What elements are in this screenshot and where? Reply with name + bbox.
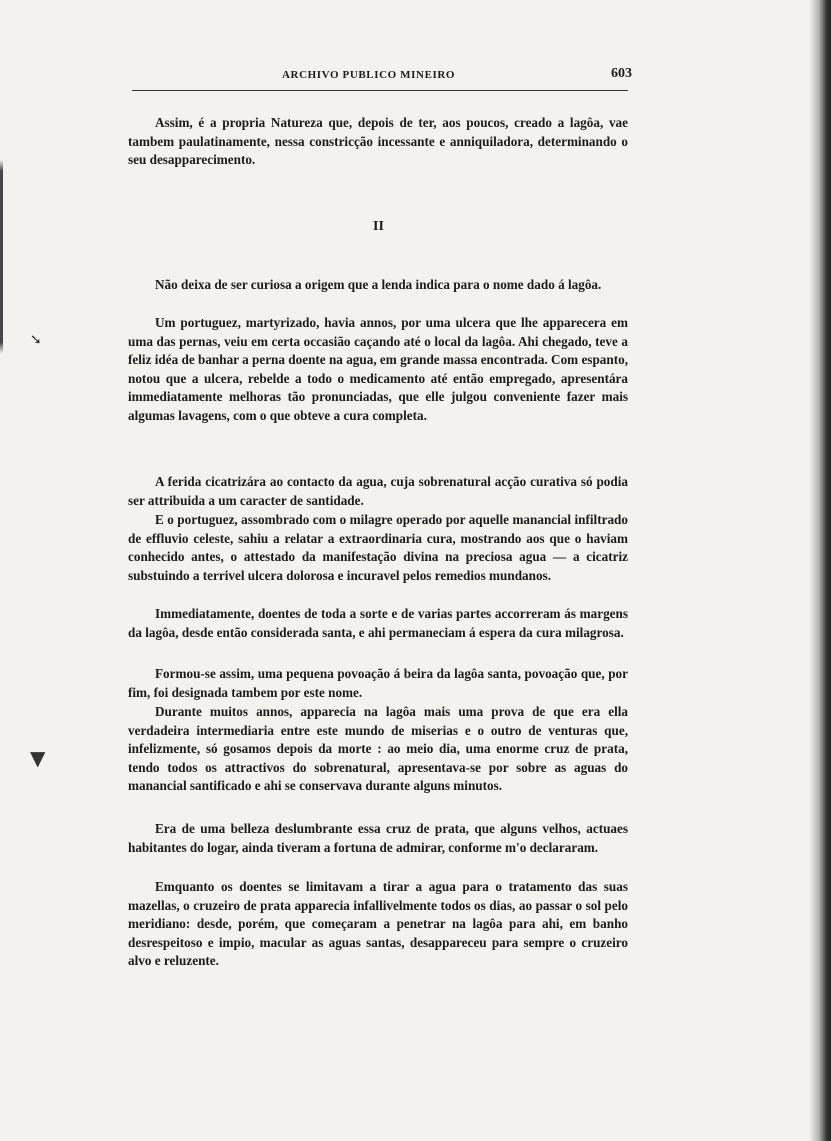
- running-header-title: ARCHIVO PUBLICO MINEIRO: [282, 69, 456, 81]
- paragraph-doentes-accorreram: Immediatamente, doentes de toda a sorte e de varias partes accorreram ás margens da lagôa, desde então considerada santa, e ahi permaneciam á espera da cura milagrosa.: [128, 606, 628, 640]
- paragraph-ferida-cicatrizara: A ferida cicatrizára ao contacto da agua, cuja sobrenatural acção curativa só podia ser attribuida a um caracter de santidade.: [128, 474, 628, 508]
- book-spine-shadow: [809, 0, 831, 1141]
- page-left-edge: [0, 0, 3, 1141]
- paragraph-cruz-de-prata: Durante muitos annos, apparecia na lagôa mais uma prova de que era ella verdadeira intermediaria entre este mundo de miserias e o outro de venturas que, infelizmente, só gosamos depois da morte : ao meio dia, uma enorme cruz de prata, tendo todos os attractivos do sobrenatural, apresentava-se por sobre as aguas do manancial santificado e ahi se conservava durante alguns minutos.: [128, 704, 628, 794]
- margin-mark: ➘: [30, 332, 42, 348]
- paragraph-povoacao: Formou-se assim, uma pequena povoação á beira da lagôa santa, povoação que, por fim, foi designada tambem por este nome.: [128, 666, 628, 700]
- section-number: II: [373, 219, 384, 234]
- paragraph-belleza-cruz: Era de uma belleza deslumbrante essa cruz de prata, que alguns velhos, actuaes habitantes do logar, ainda tiveram a fortuna de admirar, conforme m'o declararam.: [128, 821, 628, 855]
- paragraph-portuguez-milagre: E o portuguez, assombrado com o milagre operado por aquelle manancial infiltrado de effluvio celeste, sahiu a relatar a extraordinaria cura, mostrando aos que o haviam conhecido antes, o attestado da manifestação divina na preciosa agua — a cicatriz substuindo a terrivel ulcera dolorosa e incuravel pelos remedios mundanos.: [128, 512, 628, 583]
- header-rule: [132, 90, 628, 91]
- paragraph-natureza: Assim, é a propria Natureza que, depois de ter, aos poucos, creado a lagôa, vae tambem paulatinamente, nessa constricção incessante e anniquiladora, determinando o seu desapparecimento.: [128, 115, 628, 168]
- paragraph-origem-lenda: Não deixa de ser curiosa a origem que a lenda indica para o nome dado á lagôa.: [155, 277, 602, 292]
- running-header: [132, 66, 632, 88]
- paragraph-emquanto-doentes: Emquanto os doentes se limitavam a tirar a agua para o tratamento das suas mazellas, o cruzeiro de prata apparecia infallivelmente todos os dias, ao passar o sol pelo meridiano: desde, porém, que começaram a penetrar na lagôa para ahi, em banho desrespeitoso e impio, macular as aguas santas, desappareceu para sempre o cruzeiro alvo e reluzente.: [128, 879, 628, 969]
- paragraph-portuguez-ulcera: Um portuguez, martyrizado, havia annos, por uma ulcera que lhe apparecera em uma das pernas, veiu em certa occasião caçando até o local da lagôa. Ahi chegado, teve a feliz idéa de banhar a perna doente na agua, em grande massa encontrada. Com espanto, notou que a ulcera, rebelde a todo o medicamento até então empregado, apresentára immediatamente melhoras tão pronunciadas, que elle julgou conveniente fazer mais algumas lavagens, com o que obteve a cura completa.: [128, 315, 628, 423]
- margin-mark: ▼: [30, 746, 46, 770]
- page-number: 603: [611, 66, 632, 81]
